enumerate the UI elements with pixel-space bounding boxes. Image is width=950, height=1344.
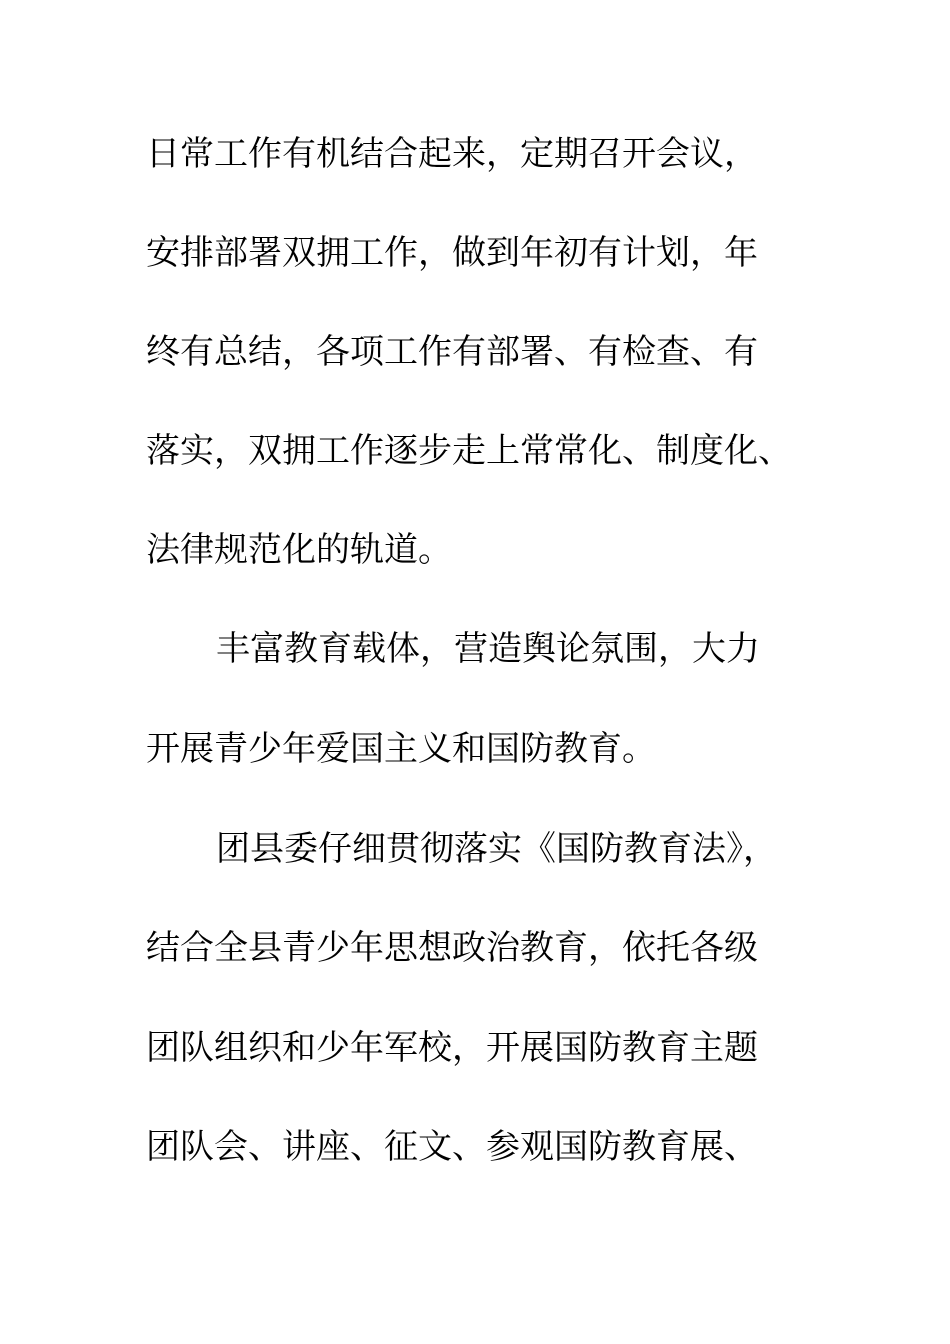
text-line: 日常工作有机结合起来，定期召开会议， — [146, 134, 758, 174]
text-line: 结合全县青少年思想政治教育，依托各级 — [146, 928, 758, 968]
text-line: 落实，双拥工作逐步走上常常化、制度化、 — [146, 431, 792, 471]
paragraph-start-line: 团县委仔细贯彻落实《国防教育法》， — [216, 829, 777, 869]
text-line: 安排部署双拥工作，做到年初有计划，年 — [146, 233, 758, 273]
text-line: 团队组织和少年军校，开展国防教育主题 — [146, 1028, 758, 1068]
text-line: 开展青少年爱国主义和国防教育。 — [146, 729, 656, 769]
text-line: 终有总结，各项工作有部署、有检查、有 — [146, 332, 758, 372]
text-line: 法律规范化的轨道。 — [146, 530, 452, 570]
paragraph-start-line: 丰富教育载体，营造舆论氛围，大力 — [216, 629, 760, 669]
text-line: 团队会、讲座、征文、参观国防教育展、 — [146, 1127, 758, 1167]
